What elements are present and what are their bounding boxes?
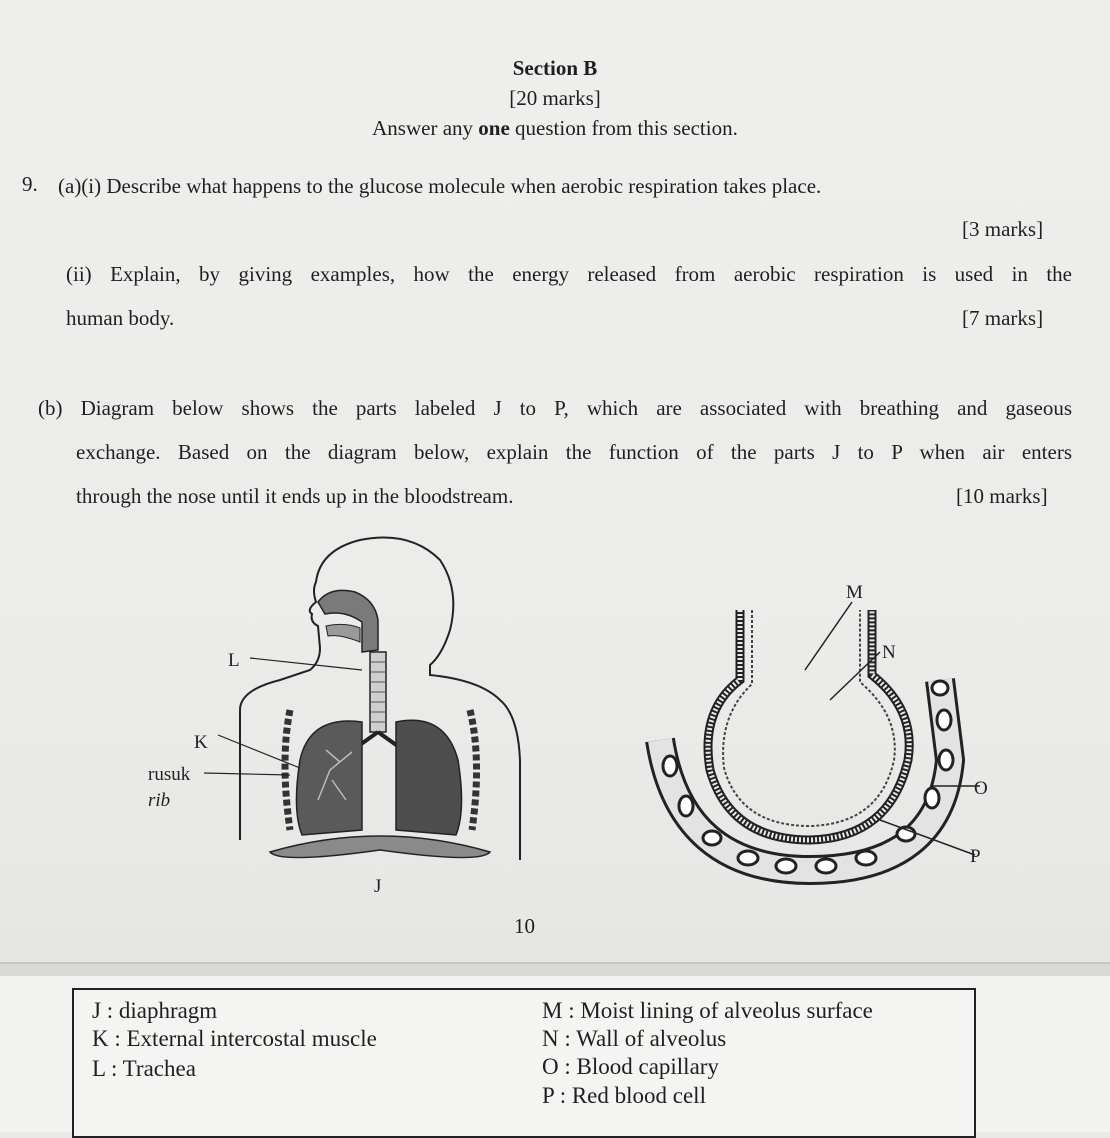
question-a-ii-line1: (ii) Explain, by giving examples, how the energy released from aerobic respiration is used in the [66, 262, 1072, 286]
label-K: K [194, 732, 208, 753]
key-L: L : Trachea [92, 1056, 196, 1081]
label-J: J [374, 876, 382, 897]
key-box [72, 988, 976, 1138]
alveolus-diagram [640, 570, 1010, 890]
question-b-marks: [10 marks] [956, 484, 1048, 508]
label-rib: rib [148, 790, 171, 811]
key-K: K : External intercostal muscle [92, 1026, 377, 1051]
label-N: N [882, 642, 896, 663]
question-a-i: (a)(i) Describe what happens to the glucose molecule when aerobic respiration takes place. [58, 174, 822, 198]
label-L: L [228, 650, 240, 671]
label-M: M [846, 582, 863, 603]
question-number: 9. [22, 172, 38, 196]
section-title: Section B [512, 56, 598, 80]
question-a-ii-marks: [7 marks] [962, 306, 1044, 330]
key-N: N : Wall of alveolus [542, 1026, 727, 1051]
key-O: O : Blood capillary [542, 1054, 719, 1079]
key-J: J : diaphragm [92, 998, 218, 1023]
page-number: 10 [514, 914, 535, 938]
respiratory-system-diagram [140, 530, 550, 900]
question-b-line2: exchange. Based on the diagram below, explain the function of the parts J to P when air enters [76, 440, 1072, 464]
question-b-line3: through the nose until it ends up in the bloodstream. [76, 484, 514, 508]
instruction-bold: one [478, 116, 510, 140]
question-a-i-marks: [3 marks] [962, 217, 1044, 241]
key-M: M : Moist lining of alveolus surface [542, 998, 873, 1023]
label-P: P [970, 846, 981, 867]
question-a-ii-line2: human body. [66, 306, 175, 330]
section-marks: [20 marks] [509, 86, 601, 110]
question-b-line1: (b) Diagram below shows the parts labeled J to P, which are associated with breathing and gaseous [38, 396, 1072, 420]
section-instruction [0, 116, 1110, 141]
label-rusuk: rusuk [148, 764, 191, 785]
key-P: P : Red blood cell [542, 1083, 706, 1108]
instruction-pre: Answer any [372, 116, 479, 140]
label-O: O [974, 778, 988, 799]
instruction-post: question from this section. [509, 116, 738, 140]
